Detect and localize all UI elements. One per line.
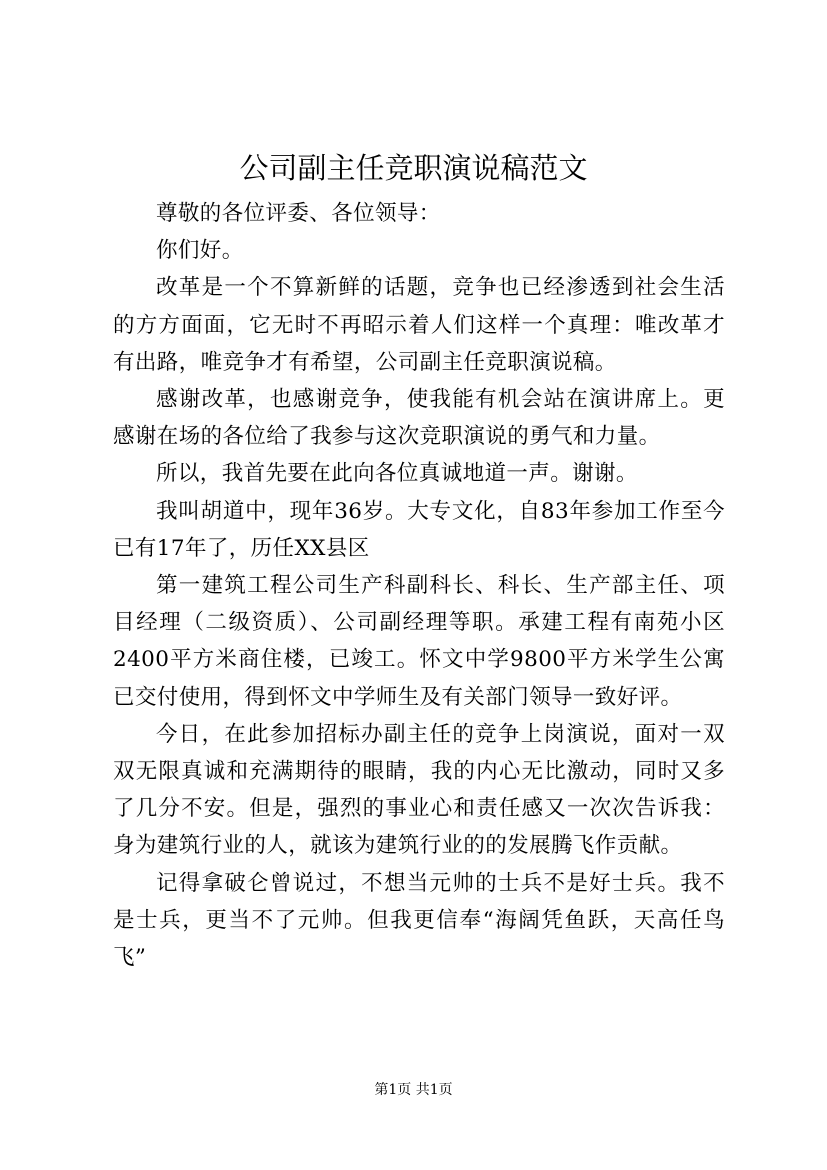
paragraph-salutation: 尊敬的各位评委、各位领导： xyxy=(156,201,441,226)
page-footer: 第1页 共1页 xyxy=(374,1082,453,1098)
paragraph-greeting: 你们好。 xyxy=(156,238,244,264)
paragraph-reform: 改革是一个不算新鲜的话题，竞争也已经渗透到社会生活的方方面面，它无时不再昭示着人们这样一个真理：唯改革才有出路，唯竞争才有希望，公司副主任竞职演说稿。 xyxy=(113,275,725,375)
paragraph-today: 今日，在此参加招标办副主任的竞争上岗演说，面对一双双无限真诚和充满期待的眼睛，我的内心无比激动，同时又多了几分不安。但是，强烈的事业心和责任感又一次次告诉我：身为建筑行业的人，就该为建筑行业的的发展腾飞作贡献。 xyxy=(113,721,725,859)
paragraph-introduction: 我叫胡道中，现年36岁。大专文化，自83年参加工作至今已有17年了，历任XX县区 xyxy=(113,498,725,561)
paragraph-experience: 第一建筑工程公司生产科副科长、科长、生产部主任、项目经理（二级资质）、公司副经理等职。承建工程有南苑小区2400平方米商住楼，已竣工。怀文中学9800平方米学生公寓已交付使用，得到怀文中学师生及有关部门领导一致好评。 xyxy=(113,573,725,710)
document-body xyxy=(113,195,725,976)
document-title: 公司副主任竞职演说稿范文 xyxy=(239,151,588,185)
paragraph-gratitude: 所以，我首先要在此向各位真诚地道一声。谢谢。 xyxy=(156,461,638,487)
paragraph-thanks: 感谢改革，也感谢竞争，使我能有机会站在演讲席上。更感谢在场的各位给了我参与这次竞职演说的勇气和力量。 xyxy=(113,387,725,450)
paragraph-napoleon: 记得拿破仑曾说过，不想当元帅的士兵不是好士兵。我不是士兵，更当不了元帅。但我更信奉“海阔凭鱼跃，天高任鸟飞” xyxy=(113,870,725,971)
